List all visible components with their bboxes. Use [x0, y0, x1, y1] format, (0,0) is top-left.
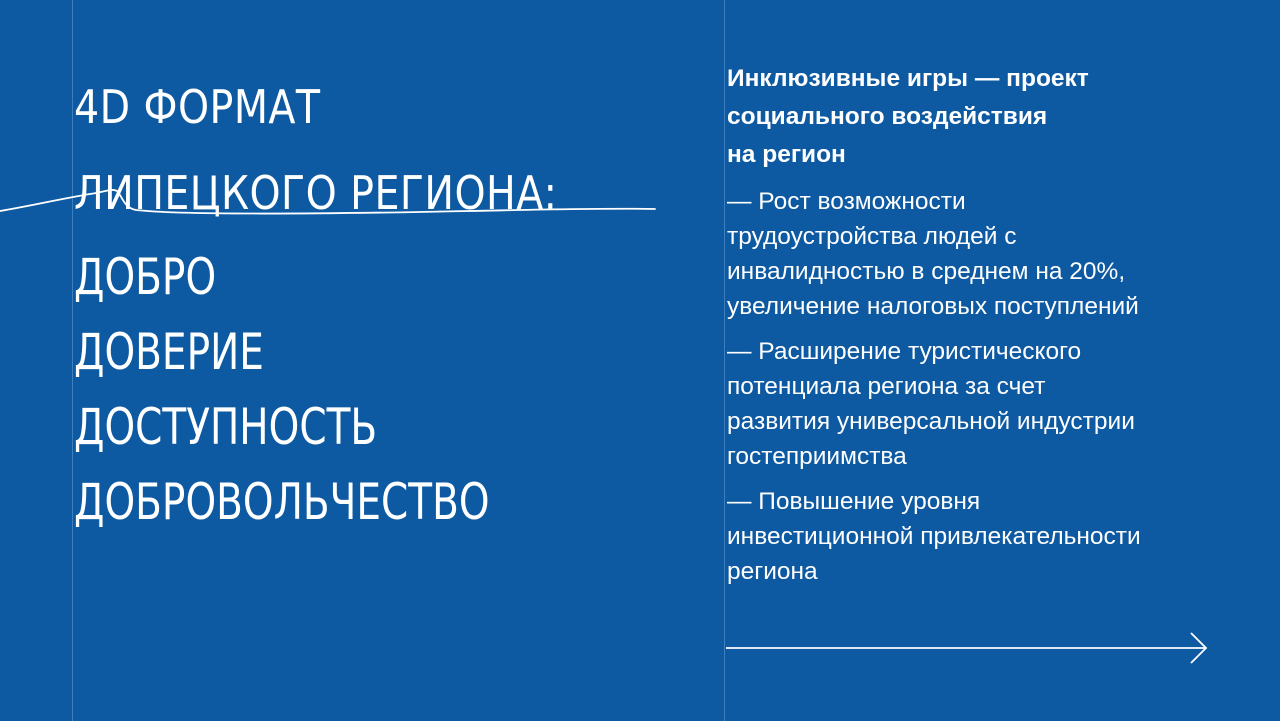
- guide-line-left: [72, 0, 73, 721]
- point-line: развития универсальной индустрии: [727, 408, 1135, 435]
- point-line: трудоустройства людей с: [727, 223, 1017, 250]
- value-item-dostupnost: ДОСТУПНОСТЬ: [74, 398, 378, 456]
- point-line: увеличение налоговых поступлений: [727, 293, 1139, 320]
- value-item-doverie: ДОВЕРИЕ: [74, 323, 264, 381]
- point-line: региона: [727, 558, 818, 585]
- title-line-1: 4D ФОРМАТ: [74, 80, 321, 134]
- value-item-dobro: ДОБРО: [74, 248, 217, 306]
- benefit-point-tourism: [727, 334, 1227, 474]
- point-line: инвалидностью в среднем на 20%,: [727, 258, 1126, 285]
- benefit-point-employment: [727, 184, 1227, 324]
- handwritten-underline-icon: [0, 178, 660, 218]
- point-line: потенциала региона за счет: [727, 373, 1046, 400]
- point-line: гостеприимства: [727, 443, 907, 470]
- value-item-dobrovolchestvo: ДОБРОВОЛЬЧЕСТВО: [74, 473, 490, 531]
- point-line: — Рост возможности: [727, 188, 966, 215]
- arrow-right-icon: [724, 630, 1214, 666]
- project-description: [727, 60, 1227, 599]
- point-line: — Повышение уровня: [727, 488, 981, 515]
- intro-line: социального воздействия: [727, 103, 1048, 130]
- intro-line: Инклюзивные игры — проект: [727, 65, 1089, 92]
- benefit-point-investment: [727, 484, 1227, 589]
- title-line-2: ЛИПЕЦКОГО РЕГИОНА:: [74, 166, 558, 220]
- point-line: — Расширение туристического: [727, 338, 1082, 365]
- point-line: инвестиционной привлекательности: [727, 523, 1141, 550]
- values-list: [74, 240, 490, 540]
- guide-line-right: [724, 0, 725, 721]
- intro-line: на регион: [727, 141, 846, 168]
- project-intro: [727, 60, 1227, 174]
